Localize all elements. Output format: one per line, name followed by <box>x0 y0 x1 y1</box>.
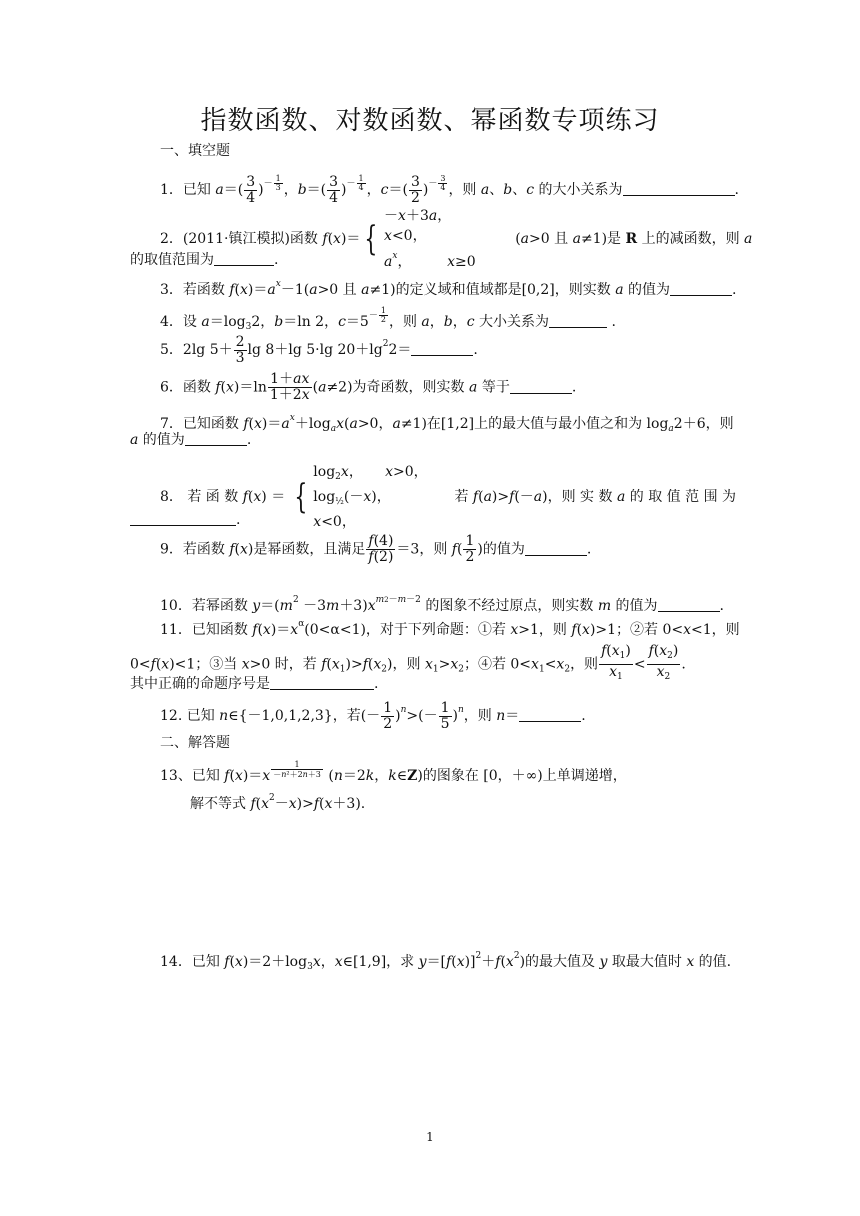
question-8-continued: . <box>130 508 730 532</box>
question-6: 6．函数 f(x)＝ln $\frac{1+ax}{1+2x}$ (a≠2)为奇函数，则实数 a 等于 . <box>160 371 577 403</box>
page-title: 指数函数、对数函数、幂函数专项练习 <box>200 106 660 136</box>
question-11-line-2: 0<f(x)<1；③当 x>0 时，若 $f(x_1)>f(x_2)$，则 $x_1>x_2$；④若 $0<x_1<x_2$，则 $\frac{f(x_1)}{x_1}$ < $\frac{f(x_2)}{x_2}$ . <box>130 643 686 682</box>
question-5: 5．2lg 5＋ $\frac{2}{3}$ lg 8＋lg 5·lg $20+\lg^22=$ . <box>160 333 478 366</box>
question-13-continued: 解不等式 $f(x^2-x)>f(x+3)$. <box>190 793 366 812</box>
question-8: 8． 若 函 数 f(x) ＝ { $\log_2x$， x>0， $\log_{\frac{1}{2}}(-x)$，x<0， 若 f(a)>f(－a)，则 实 数 a 的 取 值 范 围 为 <box>160 464 737 530</box>
question-11-line-3: 其中正确的命题序号是 . <box>130 676 379 692</box>
question-3: 3．若函数 $f(x)=a^x-1(a>0$ 且 a≠1)的定义域和值域都是[0,2]，则实数 a 的值为 . <box>160 279 737 298</box>
question-4: 4．设 $a=\log_32$，b＝ln 2，$c=5^{- \frac{1}{2}}$ ，则 a，b，c 大小关系为 . <box>160 306 616 332</box>
question-14: 14．已知 $f(x)=2+\log_3x$，x∈[1,9]，求 $y=[f(x)]^2+f(x^2)$的最大值及 y 取最大值时 x 的值. <box>160 951 732 972</box>
page-number: 1 <box>426 1130 434 1144</box>
question-1: 1．已知 a＝( $\frac{3}{4}$ )$^{- \frac{1}{3}}$ ，b＝( $\frac{3}{4}$ )$^{- \frac{1}{4}}$ ，c＝( $\frac{3}{2}$ )$^{- \frac{3}{4}}$ ，则 a、b、c 的大小关系为 . <box>160 173 739 206</box>
question-7: 7．已知函数 $f(x)=a^x+\log_ax(a>0$，a≠1)在[1,2]上的最大值与最小值之和为 $\log_a2+6$，则 <box>160 413 734 434</box>
question-7-continued: a 的值为 . <box>130 432 252 448</box>
question-13: 13、已知 f(x)＝x $^{\frac{1}{\text{－n²＋2n＋3}}}$ (n＝2k，k∈Z)的图象在 [0，＋∞)上单调递增， <box>160 760 627 784</box>
section-fill-in-heading: 一、填空题 <box>160 143 230 159</box>
section-answer-heading: 二、解答题 <box>160 735 230 751</box>
question-10: 10．若幂函数 $y=(m^2 -3m+3)x^{m2-m-2}$ 的图象不经过原点，则实数 m 的值为 . <box>160 595 724 614</box>
question-9: 9．若函数 f(x)是幂函数，且满足 $\frac{f(4)}{f(2)}$ ＝3，则 f( $\frac{1}{2}$ )的值为 . <box>160 533 592 565</box>
question-2: 2．(2011·镇江模拟)函数 f(x)＝ { －x＋3a，x<0， $a^x$， x≥0 (a>0 且 a≠1)是 R 上的减函数，则 a <box>160 208 753 270</box>
question-11: 11．已知函数 $f(x)=x^\alpha(0<\alpha<1)$，对于下列命题：①若 x>1，则 f(x)>1；②若 0<x<1，则 <box>160 619 740 638</box>
question-2-continued: 的取值范围为 . <box>130 252 279 268</box>
question-12: 12. 已知 n∈{－1,0,1,2,3}，若(－ $\frac{1}{2}$ )$^n$>(－ $\frac{1}{5}$ )$^n$，则 n＝ . <box>160 699 586 732</box>
